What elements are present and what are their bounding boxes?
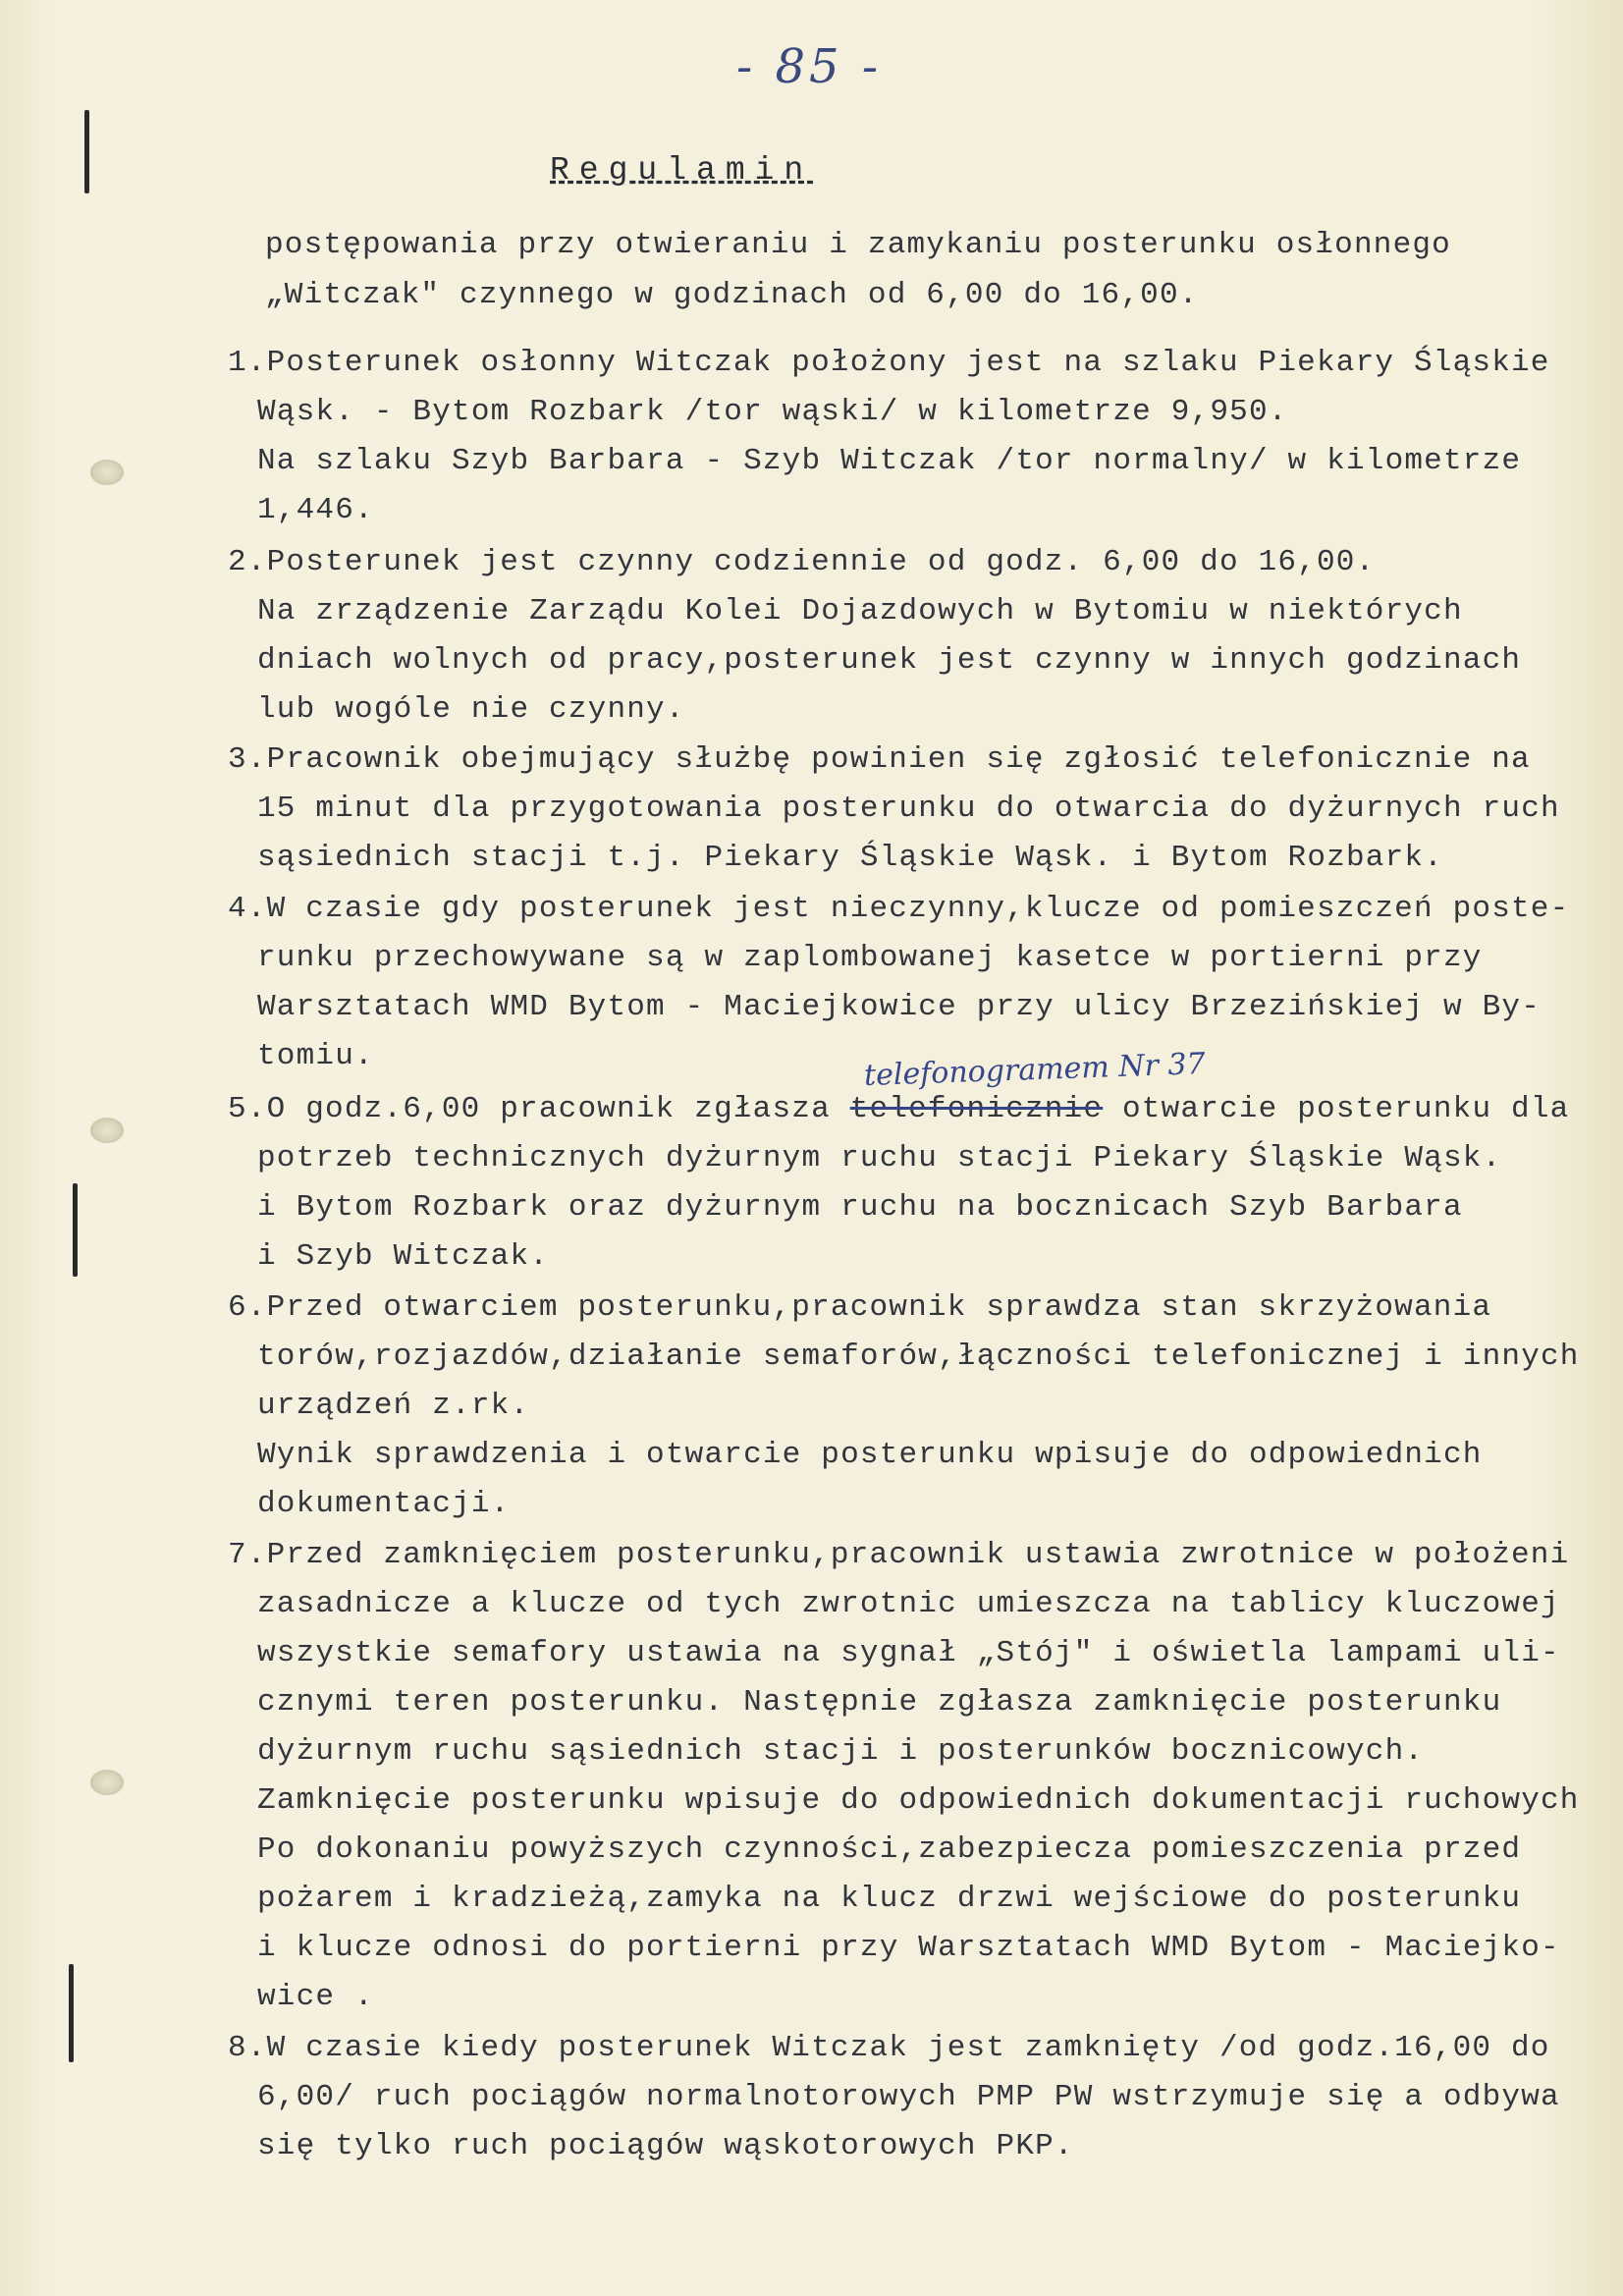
text-segment: otwarcie posterunku dla: [1121, 1092, 1570, 1126]
text-line: Na szlaku Szyb Barbara - Szyb Witczak /tor normalny/ w kilometrze: [257, 444, 1522, 478]
text-line: urządzeń z.rk.: [257, 1389, 530, 1423]
text-line: „Witczak" czynnego w godzinach od 6,00 do 16,00.: [265, 278, 1199, 312]
text-line: 3.Pracownik obejmujący służbę powinien się zgłosić telefonicznie na: [228, 742, 1531, 777]
document-title: Regulamin: [550, 152, 814, 189]
text-line: sąsiednich stacji t.j. Piekary Śląskie Wąsk. i Bytom Rozbark.: [257, 841, 1443, 875]
text-line: Na zrządzenie Zarządu Kolei Dojazdowych w Bytomiu w niektórych: [257, 594, 1463, 629]
text-line: dyżurnym ruchu sąsiednich stacji i posterunków bocznicowych.: [257, 1734, 1425, 1769]
text-line: i Bytom Rozbark oraz dyżurnym ruchu na bocznicach Szyb Barbara: [257, 1190, 1463, 1225]
text-line: [228, 1092, 1569, 1126]
text-line: tomiu.: [257, 1039, 374, 1073]
binder-mark: [84, 110, 89, 193]
text-line: cznymi teren posterunku. Następnie zgłasza zamknięcie posterunku: [257, 1685, 1502, 1720]
text-line: Warsztatach WMD Bytom - Maciejkowice przy ulicy Brzezińskiej w By-: [257, 990, 1541, 1024]
text-line: 15 minut dla przygotowania posterunku do otwarcia do dyżurnych ruch: [257, 792, 1560, 826]
text-line: 7.Przed zamknięciem posterunku,pracownik ustawia zwrotnice w położeni: [228, 1538, 1570, 1572]
text-line: Wąsk. - Bytom Rozbark /tor wąski/ w kilometrze 9,950.: [257, 395, 1288, 429]
text-line: wice .: [257, 1980, 374, 2014]
punch-hole: [90, 1770, 124, 1795]
text-line: 4.W czasie gdy posterunek jest nieczynny,klucze od pomieszczeń poste-: [228, 892, 1570, 926]
text-line: torów,rozjazdów,działanie semaforów,łączności telefonicznej i innych: [257, 1339, 1580, 1374]
text-line: 6,00/ ruch pociągów normalnotorowych PMP PW wstrzymuje się a odbywa: [257, 2080, 1560, 2114]
text-line: 2.Posterunek jest czynny codziennie od godz. 6,00 do 16,00.: [228, 545, 1376, 579]
text-line: i Szyb Witczak.: [257, 1239, 550, 1274]
text-line: Po dokonaniu powyższych czynności,zabezpiecza pomieszczenia przed: [257, 1832, 1522, 1867]
text-line: się tylko ruch pociągów wąskotorowych PKP.: [257, 2129, 1074, 2163]
text-line: dokumentacji.: [257, 1487, 511, 1521]
binder-mark: [69, 1964, 74, 2062]
text-line: Wynik sprawdzenia i otwarcie posterunku wpisuje do odpowiednich: [257, 1438, 1483, 1472]
text-line: i klucze odnosi do portierni przy Warsztatach WMD Bytom - Maciejko-: [257, 1931, 1560, 1965]
page-number: - 85 -: [736, 39, 883, 94]
punch-hole: [90, 1118, 124, 1143]
text-line: wszystkie semafory ustawia na sygnał „Stój" i oświetla lampami uli-: [257, 1636, 1560, 1670]
text-line: 6.Przed otwarciem posterunku,pracownik sprawdza stan skrzyżowania: [228, 1290, 1492, 1325]
text-line: pożarem i kradzieżą,zamyka na klucz drzwi wejściowe do posterunku: [257, 1882, 1522, 1916]
text-segment: 5.O godz.6,00 pracownik zgłasza: [228, 1092, 831, 1126]
text-line: runku przechowywane są w zaplombowanej kasetce w portierni przy: [257, 941, 1483, 975]
text-line: zasadnicze a klucze od tych zwrotnic umieszcza na tablicy kluczowej: [257, 1587, 1560, 1621]
punch-hole: [90, 460, 124, 485]
struck-text: telefonicznie: [849, 1092, 1104, 1126]
text-line: lub wogóle nie czynny.: [257, 692, 685, 727]
binder-mark: [73, 1183, 78, 1277]
text-line: dniach wolnych od pracy,posterunek jest czynny w innych godzinach: [257, 643, 1522, 678]
text-line: postępowania przy otwieraniu i zamykaniu posterunku osłonnego: [265, 228, 1451, 262]
text-line: 1,446.: [257, 493, 374, 527]
text-line: potrzeb technicznych dyżurnym ruchu stacji Piekary Śląskie Wąsk.: [257, 1141, 1502, 1175]
text-line: 8.W czasie kiedy posterunek Witczak jest zamknięty /od godz.16,00 do: [228, 2031, 1550, 2065]
text-line: Zamknięcie posterunku wpisuje do odpowiednich dokumentacji ruchowych: [257, 1783, 1580, 1818]
handwritten-annotation: telefonogramem Nr 37: [863, 1046, 1207, 1094]
text-line: 1.Posterunek osłonny Witczak położony jest na szlaku Piekary Śląskie: [228, 346, 1550, 380]
